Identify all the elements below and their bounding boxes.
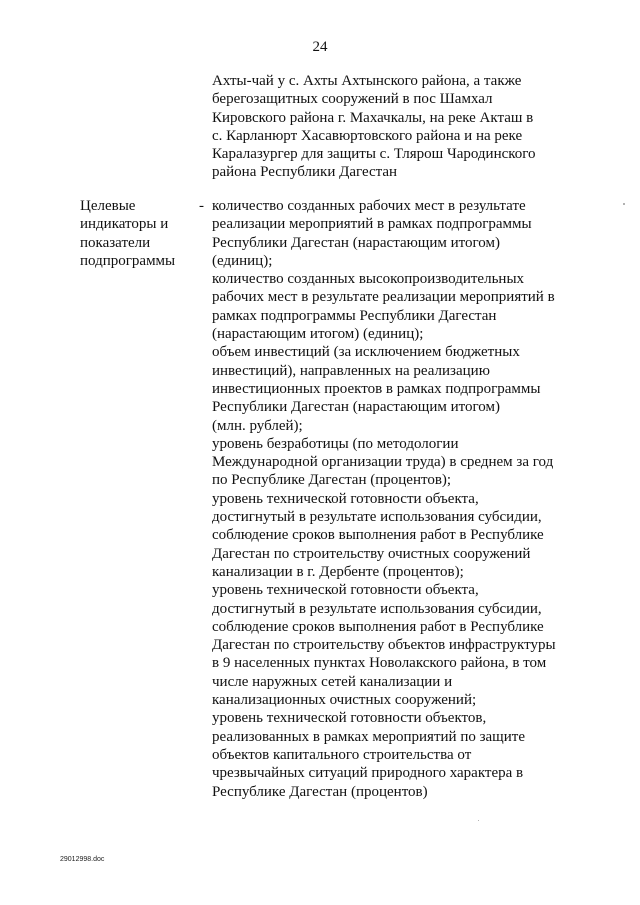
indicator-line: инвестиционных проектов в рамках подпрограммы (212, 380, 541, 397)
text-line: с. Карланюрт Хасавюртовского района и на реке (212, 127, 523, 144)
indicator-line: Дагестан по строительству очистных сооружений (212, 545, 531, 562)
label-line: подпрограммы (80, 252, 176, 269)
indicator-line: Дагестан по строительству объектов инфраструктуры (212, 637, 556, 654)
indicator-line: в 9 населенных пунктах Новолакского района, в том (212, 655, 547, 672)
label-line: показатели (80, 234, 151, 251)
indicator-line: уровень безработицы (по методологии (212, 435, 459, 452)
indicator-line: уровень технической готовности объекта, (212, 582, 479, 599)
indicator-line: рамках подпрограммы Республики Дагестан (212, 307, 497, 324)
section-dash: - (199, 198, 204, 214)
indicator-line: соблюдение сроков выполнения работ в Республике (212, 527, 544, 544)
indicator-line: количество созданных высокопроизводительных (212, 271, 525, 288)
indicator-line: (нарастающим итогом) (единиц); (212, 326, 424, 343)
indicators-text (212, 197, 572, 801)
indicator-line: соблюдение сроков выполнения работ в Республике (212, 618, 544, 635)
label-line: индикаторы и (80, 216, 169, 233)
scan-speck (623, 203, 625, 205)
text-line: Каралазургер для защиты с. Тлярош Чародинского (212, 146, 536, 163)
text-line: Ахты-чай у с. Ахты Ахтынского района, а также (212, 73, 522, 89)
section-label (80, 197, 198, 270)
continuation-text (212, 72, 572, 182)
indicator-line: Республике Дагестан (процентов) (212, 783, 428, 800)
indicator-line: Международной организации труда) в среднем за год (212, 454, 554, 471)
indicator-line: уровень технической готовности объектов, (212, 710, 487, 727)
indicator-line: канализационных очистных сооружений; (212, 692, 477, 709)
indicator-line: реализованных в рамках мероприятий по защите (212, 728, 525, 745)
indicator-line: объем инвестиций (за исключением бюджетных (212, 344, 520, 361)
indicator-line: (единиц); (212, 252, 273, 269)
indicator-line: Республики Дагестан (нарастающим итогом) (212, 234, 500, 251)
indicator-line: инвестиций), направленных на реализацию (212, 362, 490, 379)
indicator-line: рабочих мест в результате реализации мероприятий в (212, 289, 555, 306)
indicator-line: реализации мероприятий в рамках подпрограммы (212, 216, 532, 233)
scan-speck (478, 820, 479, 821)
footer-filename: 29012998.doc (60, 856, 105, 863)
indicator-line: достигнутый в результате использования субсидии, (212, 509, 542, 526)
indicator-line: по Республике Дагестан (процентов); (212, 472, 452, 489)
indicator-line: достигнутый в результате использования субсидии, (212, 600, 542, 617)
indicator-line: канализации в г. Дербенте (процентов); (212, 563, 464, 580)
indicator-line: числе наружных сетей канализации и (212, 673, 453, 690)
indicator-line: чрезвычайных ситуаций природного характера в (212, 765, 524, 782)
indicator-line: (млн. рублей); (212, 417, 303, 434)
indicator-line: количество созданных рабочих мест в результате (212, 198, 526, 214)
indicator-line: объектов капитального строительства от (212, 746, 472, 763)
indicator-line: уровень технической готовности объекта, (212, 490, 479, 507)
text-line: берегозащитных сооружений в пос Шамхал (212, 91, 493, 108)
text-line: района Республики Дагестан (212, 164, 398, 181)
indicator-line: Республики Дагестан (нарастающим итогом) (212, 399, 500, 416)
label-line: Целевые (80, 198, 136, 214)
page-number: 24 (312, 39, 328, 55)
text-line: Кировского района г. Махачкалы, на реке Акташ в (212, 109, 534, 126)
